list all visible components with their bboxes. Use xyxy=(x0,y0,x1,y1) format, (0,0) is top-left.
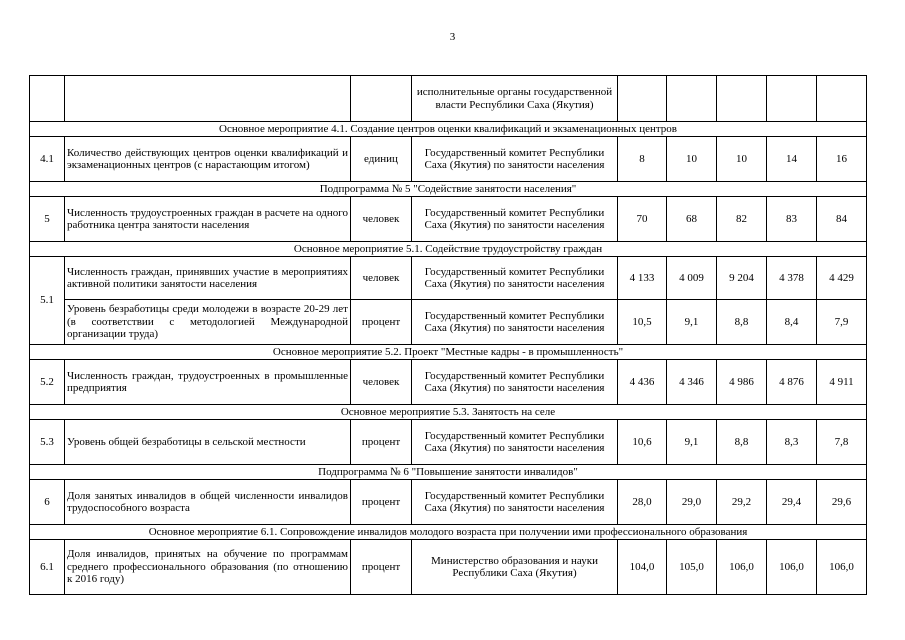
row-number: 5.1 xyxy=(30,257,65,345)
responsible-org: Государственный комитет Республики Саха (Якутия) по занятости населения xyxy=(412,137,618,182)
table-row xyxy=(30,76,867,122)
indicator-name: Доля инвалидов, принятых на обучение по программам среднего профессионального образования (по отношению к 2016 году) xyxy=(65,540,351,595)
table-row xyxy=(30,300,867,345)
value-cell: 83 xyxy=(767,197,817,242)
section-title: Основное мероприятие 5.2. Проект "Местные кадры - в промышленность" xyxy=(30,345,867,360)
responsible-org: Государственный комитет Республики Саха (Якутия) по занятости населения xyxy=(412,420,618,465)
row-number: 6 xyxy=(30,480,65,525)
table-row xyxy=(30,540,867,595)
responsible-org: Государственный комитет Республики Саха (Якутия) по занятости населения xyxy=(412,197,618,242)
value-cell: 4 133 xyxy=(618,257,667,300)
value-cell: 29,4 xyxy=(767,480,817,525)
responsible-org: Государственный комитет Республики Саха (Якутия) по занятости населения xyxy=(412,480,618,525)
section-row xyxy=(30,182,867,197)
value-cell: 4 429 xyxy=(817,257,867,300)
value-cell xyxy=(817,76,867,122)
row-number: 4.1 xyxy=(30,137,65,182)
section-title: Основное мероприятие 5.1. Содействие трудоустройству граждан xyxy=(30,242,867,257)
value-cell: 29,2 xyxy=(717,480,767,525)
value-cell: 4 378 xyxy=(767,257,817,300)
value-cell: 105,0 xyxy=(667,540,717,595)
unit-cell: процент xyxy=(351,300,412,345)
value-cell: 8,3 xyxy=(767,420,817,465)
indicator-name: Уровень общей безработицы в сельской местности xyxy=(65,420,351,465)
value-cell: 4 346 xyxy=(667,360,717,405)
row-number xyxy=(30,76,65,122)
indicator-name: Уровень безработицы среди молодежи в возрасте 20-29 лет (в соответствии с методологией Международной организации труда) xyxy=(65,300,351,345)
value-cell: 9 204 xyxy=(717,257,767,300)
section-row xyxy=(30,242,867,257)
row-number: 6.1 xyxy=(30,540,65,595)
section-row xyxy=(30,405,867,420)
value-cell: 82 xyxy=(717,197,767,242)
indicator-name xyxy=(65,76,351,122)
value-cell: 70 xyxy=(618,197,667,242)
value-cell: 106,0 xyxy=(767,540,817,595)
value-cell: 29,6 xyxy=(817,480,867,525)
table-body xyxy=(30,76,867,595)
table-row xyxy=(30,420,867,465)
row-number: 5.3 xyxy=(30,420,65,465)
value-cell: 10,5 xyxy=(618,300,667,345)
indicator-name: Доля занятых инвалидов в общей численности инвалидов трудоспособного возраста xyxy=(65,480,351,525)
value-cell: 9,1 xyxy=(667,420,717,465)
indicator-name: Численность граждан, трудоустроенных в промышленные предприятия xyxy=(65,360,351,405)
responsible-org: Государственный комитет Республики Саха (Якутия) по занятости населения xyxy=(412,300,618,345)
table-row xyxy=(30,137,867,182)
unit-cell: процент xyxy=(351,480,412,525)
section-title: Основное мероприятие 6.1. Сопровождение инвалидов молодого возраста при получении ими профессионального образования xyxy=(30,525,867,540)
indicator-name: Численность граждан, принявших участие в мероприятиях активной политики занятости населения xyxy=(65,257,351,300)
section-title: Подпрограмма № 5 "Содействие занятости населения" xyxy=(30,182,867,197)
value-cell: 29,0 xyxy=(667,480,717,525)
section-title: Основное мероприятие 5.3. Занятость на селе xyxy=(30,405,867,420)
section-title: Основное мероприятие 4.1. Создание центров оценки квалификаций и экзаменационных центров xyxy=(30,122,867,137)
table-row xyxy=(30,360,867,405)
value-cell: 10,6 xyxy=(618,420,667,465)
value-cell: 10 xyxy=(717,137,767,182)
value-cell: 14 xyxy=(767,137,817,182)
value-cell: 4 876 xyxy=(767,360,817,405)
value-cell xyxy=(667,76,717,122)
table-row xyxy=(30,197,867,242)
section-row xyxy=(30,122,867,137)
unit-cell: процент xyxy=(351,540,412,595)
value-cell: 28,0 xyxy=(618,480,667,525)
indicator-name: Численность трудоустроенных граждан в расчете на одного работника центра занятости населения xyxy=(65,197,351,242)
value-cell: 8,8 xyxy=(717,420,767,465)
value-cell xyxy=(767,76,817,122)
value-cell: 106,0 xyxy=(817,540,867,595)
value-cell: 10 xyxy=(667,137,717,182)
table-row xyxy=(30,480,867,525)
value-cell: 4 436 xyxy=(618,360,667,405)
unit-cell: человек xyxy=(351,257,412,300)
value-cell: 106,0 xyxy=(717,540,767,595)
indicators-table xyxy=(29,75,867,595)
value-cell: 84 xyxy=(817,197,867,242)
unit-cell xyxy=(351,76,412,122)
table-row xyxy=(30,257,867,300)
value-cell: 7,9 xyxy=(817,300,867,345)
responsible-org: исполнительные органы государственной власти Республики Саха (Якутия) xyxy=(412,76,618,122)
value-cell: 4 009 xyxy=(667,257,717,300)
value-cell: 8 xyxy=(618,137,667,182)
value-cell xyxy=(618,76,667,122)
value-cell: 104,0 xyxy=(618,540,667,595)
responsible-org: Министерство образования и науки Республики Саха (Якутия) xyxy=(412,540,618,595)
unit-cell: единиц xyxy=(351,137,412,182)
unit-cell: человек xyxy=(351,360,412,405)
section-row xyxy=(30,345,867,360)
value-cell: 8,4 xyxy=(767,300,817,345)
value-cell: 9,1 xyxy=(667,300,717,345)
row-number: 5.2 xyxy=(30,360,65,405)
unit-cell: процент xyxy=(351,420,412,465)
indicator-name: Количество действующих центров оценки квалификаций и экзаменационных центров (с нарастающим итогом) xyxy=(65,137,351,182)
value-cell xyxy=(717,76,767,122)
section-row xyxy=(30,525,867,540)
value-cell: 4 911 xyxy=(817,360,867,405)
unit-cell: человек xyxy=(351,197,412,242)
value-cell: 4 986 xyxy=(717,360,767,405)
row-number: 5 xyxy=(30,197,65,242)
section-row xyxy=(30,465,867,480)
value-cell: 68 xyxy=(667,197,717,242)
value-cell: 8,8 xyxy=(717,300,767,345)
responsible-org: Государственный комитет Республики Саха (Якутия) по занятости населения xyxy=(412,360,618,405)
value-cell: 16 xyxy=(817,137,867,182)
value-cell: 7,8 xyxy=(817,420,867,465)
section-title: Подпрограмма № 6 "Повышение занятости инвалидов" xyxy=(30,465,867,480)
responsible-org: Государственный комитет Республики Саха (Якутия) по занятости населения xyxy=(412,257,618,300)
page-number: 3 xyxy=(449,31,456,43)
